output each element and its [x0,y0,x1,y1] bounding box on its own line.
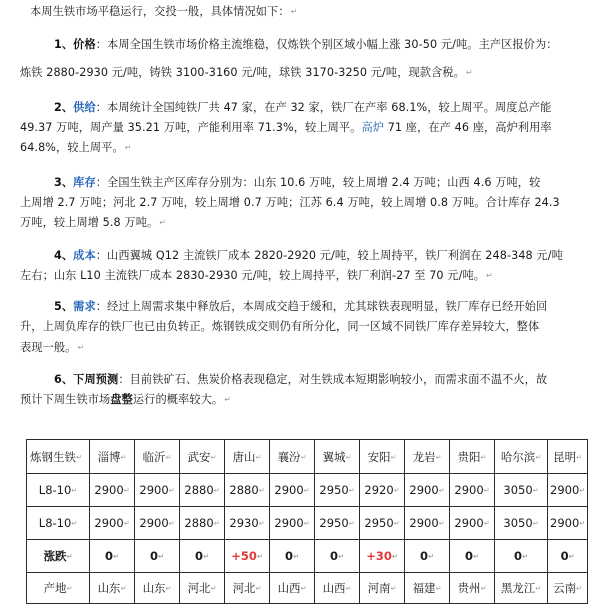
section-2-number: 2、 [54,101,74,114]
price-cell [450,507,495,540]
section-5-text-3: 表现一般。 [20,341,77,354]
origin-cell [450,573,495,604]
paragraph-mark: ↵ [535,453,542,461]
paragraph-mark: ↵ [158,552,164,561]
section-6-text-2-rest: 运行的概率较大。 [132,393,224,406]
paragraph-mark: ↵ [390,584,397,593]
paragraph-mark: ↵ [213,519,220,528]
paragraph-mark: ↵ [465,68,473,77]
price-value: 2900 [409,516,439,530]
origin-cell [360,573,405,604]
paragraph-mark: ↵ [256,552,263,561]
paragraph-mark: ↵ [300,584,307,593]
price-value: 2950 [319,483,349,497]
intro-line [30,4,297,20]
paragraph-mark: ↵ [210,453,217,461]
section-1-text-2: 炼铁 2880-2930 元/吨，铸铁 3100-3160 元/吨，球铁 3170-3250 元/吨，现款含税。 [20,66,465,79]
price-cell [495,507,548,540]
paragraph-mark: ↵ [159,218,167,227]
change-value: 0 [195,549,204,563]
section-5-text: ：经过上周需求集中释放后，本周成交趋于缓和，尤其球铁表现明显，铁厂库存已经开始回 [95,300,548,313]
paragraph-mark: ↵ [438,519,445,528]
section-1-title: 价格 [73,38,96,51]
change-value: +30 [366,549,392,563]
table-row [27,507,588,540]
section-5-line-2 [20,319,539,335]
origin-value: 山东 [97,581,121,595]
change-value: 0 [330,549,339,563]
paragraph-mark: ↵ [168,486,175,495]
section-2-line-2 [20,120,552,136]
section-4-text: ：山西翼城 Q12 主流铁厂成本 2820-2920 元/吨，较上周持平，铁厂利润在 248-348 元/吨 [95,249,563,262]
origin-value: 河北 [232,581,256,595]
price-cell [495,474,548,507]
paragraph-mark: ↵ [210,584,217,593]
paragraph-mark: ↵ [203,552,209,561]
section-4-number: 4、 [54,249,74,262]
paragraph-mark: ↵ [390,453,397,461]
section-2-text-3: 64.8%，较上周平。 [20,141,124,154]
paragraph-mark: ↵ [576,584,583,593]
city-name: 翼城 [322,449,346,464]
price-cell [270,474,315,507]
table-header-cell [225,440,270,474]
city-name: 昆明 [553,449,577,464]
paragraph-mark: ↵ [123,519,130,528]
change-value: 0 [285,549,294,563]
section-6-number: 6、 [54,373,74,386]
section-2-text: ：本周统计全国纯铁厂共 47 家，在产 32 家，铁厂在产率 68.1%，较上周平。周度总产能 [95,101,552,114]
change-cell-up [360,540,405,573]
origin-value: 河南 [367,581,391,595]
paragraph-mark: ↵ [579,486,586,495]
paragraph-mark: ↵ [391,552,398,561]
price-value: 2900 [550,516,580,530]
section-5-number: 5、 [54,300,74,313]
price-cell [360,507,405,540]
paragraph-mark: ↵ [483,519,490,528]
price-cell [548,507,588,540]
paragraph-mark: ↵ [258,519,265,528]
paragraph-mark: ↵ [486,271,493,280]
price-value: 2900 [94,516,124,530]
change-value: 0 [465,549,474,563]
table-header-cell [315,440,360,474]
price-cell [225,507,270,540]
change-label: 涨跌 [43,549,67,563]
section-3-title: 库存 [73,176,96,189]
change-cell [90,540,135,573]
paragraph-mark: ↵ [579,519,586,528]
paragraph-mark: ↵ [66,584,73,593]
price-value: 2900 [274,516,304,530]
section-4-title: 成本 [73,249,96,262]
price-cell [180,507,225,540]
city-name: 襄汾 [277,449,301,464]
paragraph-mark: ↵ [532,519,539,528]
price-value: 2900 [550,483,580,497]
origin-value: 云南 [553,581,577,595]
price-cell [90,507,135,540]
price-cell [225,474,270,507]
paragraph-mark: ↵ [71,519,78,528]
section-3-text-3: 万吨，较上周增 5.8 万吨。 [20,216,159,229]
origin-cell [315,573,360,604]
table-header-cell [180,440,225,474]
price-table [26,439,588,604]
paragraph-mark: ↵ [393,519,400,528]
paragraph-mark: ↵ [293,552,299,561]
paragraph-mark: ↵ [480,453,487,461]
paragraph-mark: ↵ [393,486,400,495]
city-name: 唐山 [232,449,256,464]
change-value: 0 [420,549,429,563]
city-name: 淄博 [97,449,121,464]
origin-value: 贵州 [457,581,481,595]
paragraph-mark: ↵ [300,453,307,461]
section-4-text-2: 左右；山东 L10 主流铁厂成本 2830-2930 元/吨，较上周持平，铁厂利润-27 至 70 元/吨。 [20,269,486,282]
table-header-cell [495,440,548,474]
section-2-link-blast-furnace[interactable]: 高炉 [361,121,385,134]
paragraph-mark: ↵ [435,584,442,593]
paragraph-mark: ↵ [303,486,310,495]
change-label-cell [27,540,90,573]
origin-cell [225,573,270,604]
paragraph-mark: ↵ [303,519,310,528]
paragraph-mark: ↵ [345,584,352,593]
change-cell-up [225,540,270,573]
price-cell [548,474,588,507]
row-label: L8-10 [38,483,72,497]
origin-cell [90,573,135,604]
change-value: 0 [105,549,114,563]
section-6-text: ：目前铁矿石、焦炭价格表现稳定，对生铁成本短期影响较小，而需求面不温不火，故 [118,373,548,386]
paragraph-mark: ↵ [165,453,172,461]
city-name: 临沂 [142,449,166,464]
paragraph-mark: ↵ [576,453,583,461]
origin-label: 产地 [43,581,67,595]
paragraph-mark: ↵ [290,7,298,16]
section-5-line-3 [20,340,84,356]
paragraph-mark: ↵ [168,519,175,528]
origin-cell [405,573,450,604]
section-3-line-1 [54,175,540,191]
paragraph-mark: ↵ [522,552,528,561]
paragraph-mark: ↵ [345,453,352,461]
price-value: 2900 [454,483,484,497]
price-value: 2880 [229,483,259,497]
paragraph-mark: ↵ [532,486,539,495]
price-cell [360,474,405,507]
origin-cell [270,573,315,604]
change-value: +50 [231,549,257,563]
price-value: 2900 [94,483,124,497]
paragraph-mark: ↵ [438,486,445,495]
change-cell [450,540,495,573]
paragraph-mark: ↵ [338,552,344,561]
change-cell [180,540,225,573]
section-5-title: 需求 [73,300,96,313]
origin-cell [180,573,225,604]
city-name: 武安 [187,449,211,464]
row-label-cell [27,474,90,507]
change-cell [405,540,450,573]
paragraph-mark: ↵ [71,486,78,495]
price-cell [180,474,225,507]
table-header-cell [135,440,180,474]
price-value: 2900 [139,483,169,497]
price-value: 2950 [364,516,394,530]
table-header-cell [360,440,405,474]
origin-value: 山西 [322,581,346,595]
table-header-cell [270,440,315,474]
price-cell [315,507,360,540]
section-2-text-2-rest: 71 座，在产 46 座，高炉利用率 [384,121,552,134]
section-5-text-2: 升，上周负库存的铁厂也已由负转正。炼钢铁成交则仍有所分化，同一区域不同铁厂库存差异较大，整体 [20,320,540,333]
paragraph-mark: ↵ [120,584,127,593]
price-cell [405,507,450,540]
paragraph-mark: ↵ [123,486,130,495]
section-1-line-1 [54,37,558,53]
section-6-title: 下周预测 [73,373,119,386]
section-4-line-1 [54,248,563,264]
table-header-label: 炼钢生铁 [30,449,76,464]
price-cell [135,474,180,507]
section-5-line-1 [54,299,547,315]
price-cell [90,474,135,507]
price-value: 3050 [503,516,533,530]
section-3-text-2: 上周增 2.7 万吨；河北 2.7 万吨，较上周增 0.7 万吨；江苏 6.4 万吨，较上周增 0.8 万吨。合计库存 24.3 [20,196,560,209]
table-header-cell [548,440,588,474]
paragraph-mark: ↵ [213,486,220,495]
price-value: 2880 [184,483,214,497]
section-3-line-2 [20,195,560,211]
table-header-label-cell [27,440,90,474]
price-cell [270,507,315,540]
table-header-row [27,440,588,474]
change-value: 0 [150,549,159,563]
section-6-text-2: 预计下周生铁市场 [20,393,111,406]
paragraph-mark: ↵ [535,584,542,593]
section-3-number: 3、 [54,176,74,189]
change-cell [135,540,180,573]
paragraph-mark: ↵ [483,486,490,495]
paragraph-mark: ↵ [480,584,487,593]
paragraph-mark: ↵ [428,552,434,561]
paragraph-mark: ↵ [76,453,82,461]
price-value: 2930 [229,516,259,530]
table-origin-row [27,573,588,604]
table-row [27,474,588,507]
paragraph-mark: ↵ [124,143,132,152]
price-value: 2880 [184,516,214,530]
section-1-line-2 [20,65,473,81]
section-6-line-1 [54,372,547,388]
section-2-line-3 [20,140,132,156]
section-3-text: ：全国生铁主产区库存分别为：山东 10.6 万吨，较上周增 2.4 万吨；山西 4.6 万吨，较 [95,176,541,189]
city-name: 哈尔滨 [500,449,536,464]
change-value: 0 [560,549,569,563]
section-2-text-2: 49.37 万吨，周产量 35.21 万吨，产能利用率 71.3%，较上周平。 [20,121,362,134]
paragraph-mark: ↵ [113,552,119,561]
table-change-row [27,540,588,573]
city-name: 安阳 [367,449,391,464]
intro-text: 本周生铁市场平稳运行，交投一般，具体情况如下： [30,5,290,18]
origin-cell [135,573,180,604]
paragraph-mark: ↵ [435,453,442,461]
paragraph-mark: ↵ [348,519,355,528]
paragraph-mark: ↵ [77,343,85,352]
price-cell [450,474,495,507]
origin-value: 福建 [412,581,436,595]
city-name: 贵阳 [457,449,481,464]
row-label-cell [27,507,90,540]
paragraph-mark: ↵ [258,486,265,495]
paragraph-mark: ↵ [568,552,575,561]
price-value: 2900 [139,516,169,530]
section-2-line-1 [54,100,551,116]
price-value: 3050 [503,483,533,497]
change-value: 0 [514,549,523,563]
change-cell [548,540,588,573]
table-header-cell [450,440,495,474]
price-cell [405,474,450,507]
price-value: 2900 [454,516,484,530]
paragraph-mark: ↵ [120,453,127,461]
origin-value: 山西 [277,581,301,595]
change-cell [495,540,548,573]
section-2-title: 供给 [73,101,96,114]
origin-value: 黑龙江 [500,581,536,595]
section-1-number: 1、 [54,38,74,51]
section-4-line-2 [20,268,493,284]
origin-cell [548,573,588,604]
table-header-cell [405,440,450,474]
section-3-line-3 [20,215,166,231]
origin-value: 河北 [187,581,211,595]
origin-label-cell [27,573,90,604]
price-value: 2900 [409,483,439,497]
table-header-cell [90,440,135,474]
price-value: 2920 [364,483,394,497]
origin-cell [495,573,548,604]
section-6-line-2 [20,392,231,408]
paragraph-mark: ↵ [473,552,479,561]
price-cell [135,507,180,540]
section-6-link-consolidation[interactable]: 盘整 [110,393,133,406]
paragraph-mark: ↵ [224,395,232,404]
paragraph-mark: ↵ [255,453,262,461]
price-value: 2950 [319,516,349,530]
price-cell [315,474,360,507]
city-name: 龙岩 [412,449,436,464]
change-cell [315,540,360,573]
paragraph-mark: ↵ [348,486,355,495]
paragraph-mark: ↵ [255,584,262,593]
paragraph-mark: ↵ [165,584,172,593]
section-1-text: ：本周全国生铁市场价格主流维稳，仅炼铁个别区域小幅上涨 30-50 元/吨。主产区报价为： [95,38,558,51]
price-value: 2900 [274,483,304,497]
paragraph-mark: ↵ [66,552,73,561]
row-label: L8-10 [38,516,72,530]
origin-value: 山东 [142,581,166,595]
change-cell [270,540,315,573]
